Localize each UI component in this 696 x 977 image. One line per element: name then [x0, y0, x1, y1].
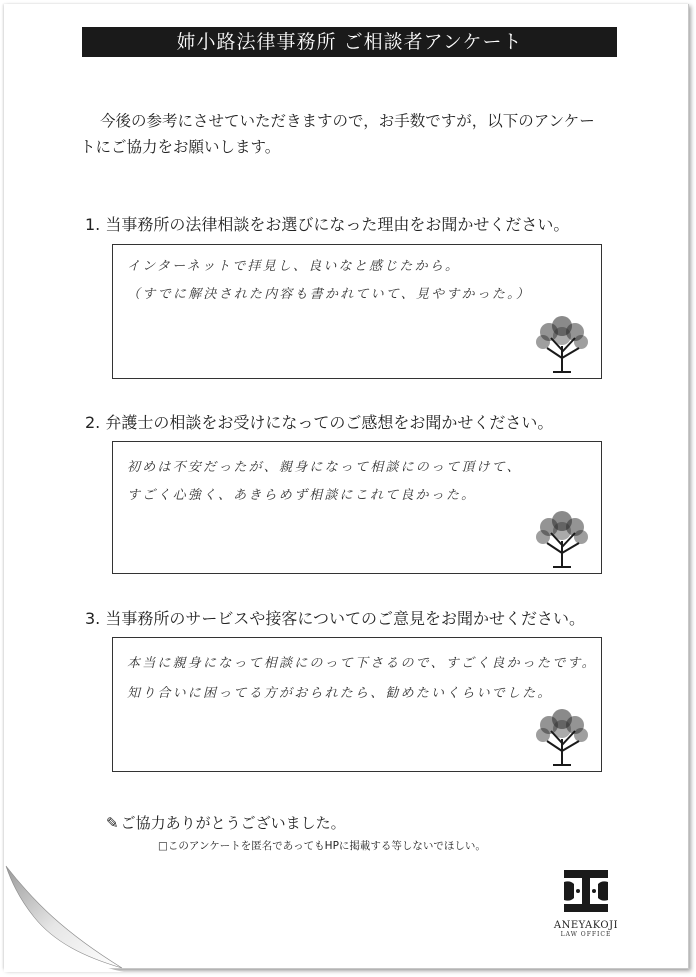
- logo-subtitle: LAW OFFICE: [560, 931, 612, 938]
- logo-mark-icon: [556, 868, 616, 914]
- answer-3-line-2: 知り合いに困ってる方がおられたら、勧めたいくらいでした。: [127, 686, 553, 701]
- answer-1-line-2: （すでに解決された内容も書かれていて、見やすかった。）: [127, 287, 532, 302]
- answer-2-line-2: すごく心強く、あきらめず相談にこれて良かった。: [127, 488, 477, 503]
- answer-box-2: [112, 441, 602, 574]
- answer-1-line-1: インターネットで拝見し、良いなと感じたから。: [127, 259, 461, 274]
- logo-name: ANEYAKOJI: [553, 920, 619, 931]
- tree-icon: [529, 503, 595, 569]
- survey-title: 姉小路法律事務所 ご相談者アンケート: [82, 27, 617, 57]
- question-3: 3. 当事務所のサービスや接客についてのご意見をお聞かせください。: [85, 609, 586, 628]
- answer-box-1: [112, 244, 602, 379]
- intro-text: [80, 108, 630, 160]
- page-curl-corner: [4, 862, 124, 972]
- pen-icon: ✎: [106, 814, 119, 832]
- consent-checkbox-label[interactable]: □このアンケートを匿名であってもHPに掲載する等しないでほしい。: [158, 840, 486, 852]
- question-1: 1. 当事務所の法律相談をお選びになった理由をお聞かせください。: [85, 215, 570, 234]
- question-2: 2. 弁護士の相談をお受けになってのご感想をお聞かせください。: [85, 413, 554, 432]
- answer-2-line-1: 初めは不安だったが、親身になって相談にのって頂けて、: [127, 460, 522, 475]
- thanks-text: ご協力ありがとうございました。: [120, 814, 346, 832]
- tree-icon: [529, 701, 595, 767]
- law-office-logo: [538, 868, 634, 938]
- intro-line-1: 今後の参考にさせていただきますので，お手数ですが，以下のアンケー: [100, 112, 595, 130]
- intro-line-2: トにご協力をお願いします。: [80, 138, 281, 156]
- answer-3-line-1: 本当に親身になって相談にのって下さるので、すごく良かったです。: [127, 656, 597, 671]
- thanks-message: [106, 812, 346, 833]
- tree-icon: [529, 308, 595, 374]
- answer-box-3: [112, 637, 602, 772]
